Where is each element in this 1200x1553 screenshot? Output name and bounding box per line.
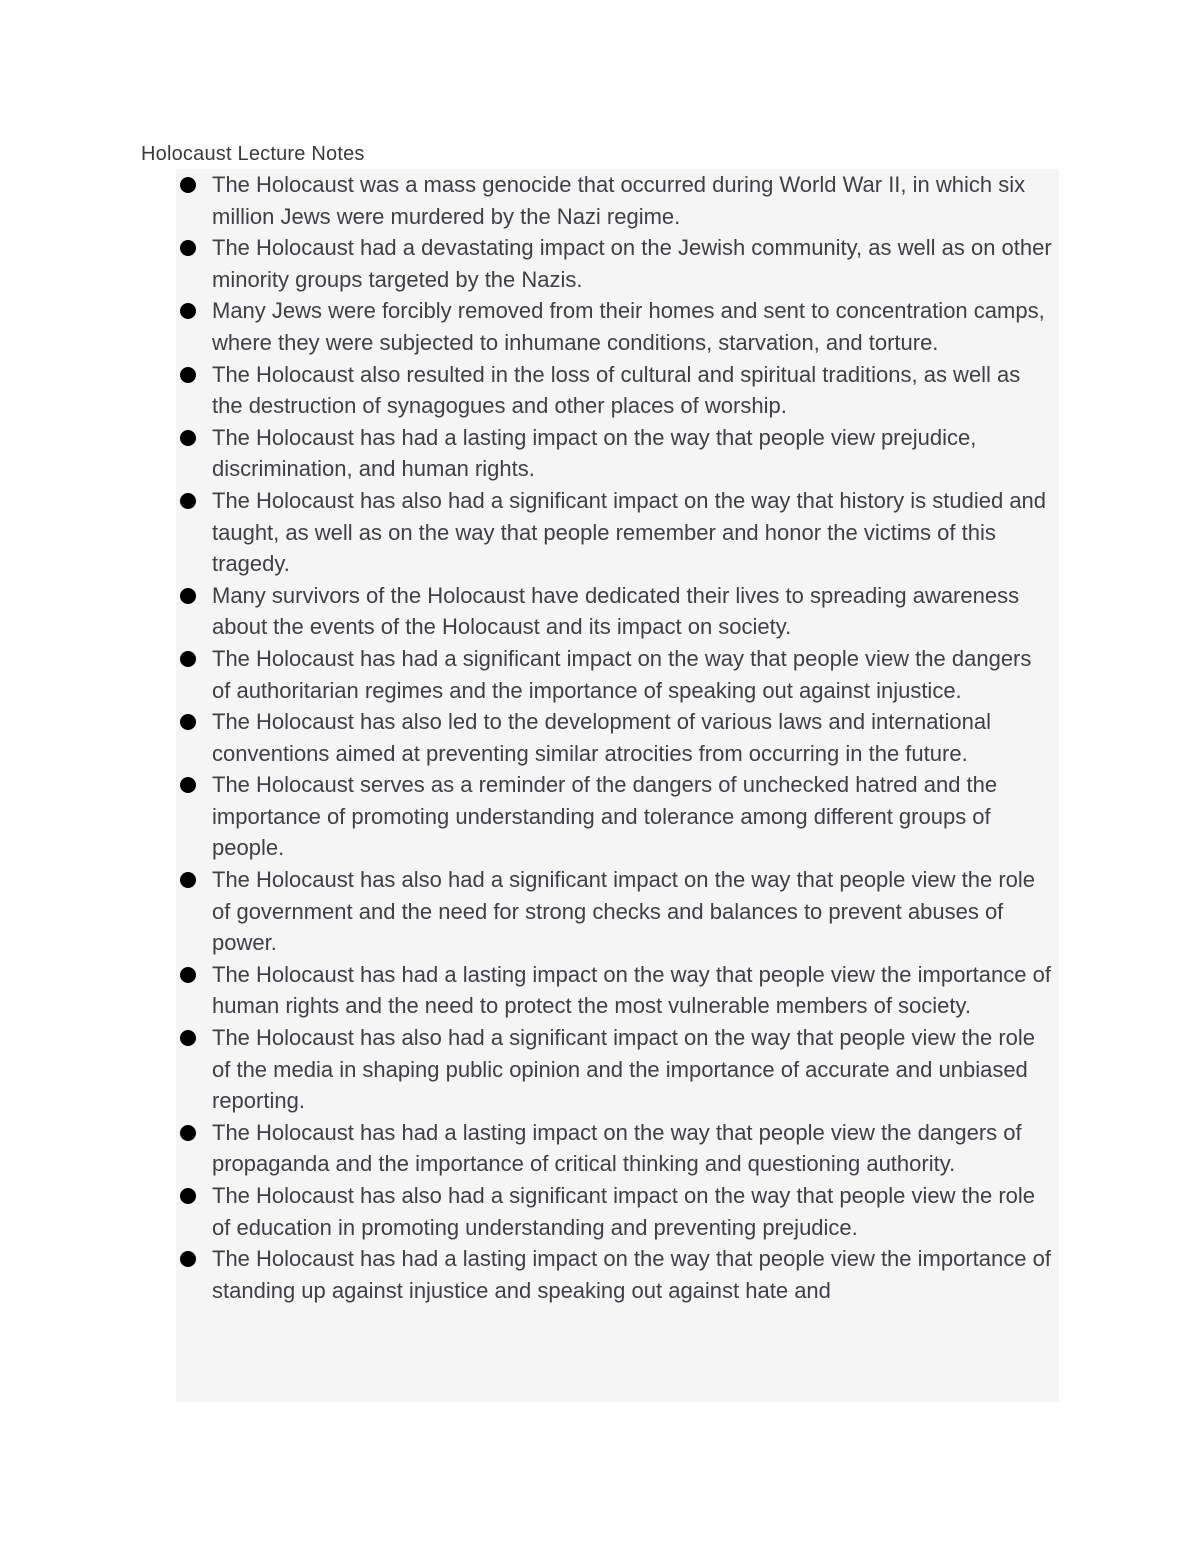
note-item xyxy=(176,864,1059,959)
bullet-icon xyxy=(180,177,196,193)
note-item xyxy=(176,1022,1059,1117)
bullet-icon xyxy=(180,872,196,888)
bullet-icon xyxy=(180,1125,196,1141)
note-item xyxy=(176,706,1059,769)
note-text: The Holocaust has also had a significant impact on the way that people view the role of the media in shaping public opinion and the importance of accurate and unbiased reporting. xyxy=(212,1025,1036,1114)
bullet-icon xyxy=(180,1030,196,1046)
bullet-icon xyxy=(180,1188,196,1204)
note-item xyxy=(176,580,1059,643)
note-item xyxy=(176,169,1059,232)
note-item xyxy=(176,769,1059,864)
note-item xyxy=(176,959,1059,1022)
note-text: Many Jews were forcibly removed from their homes and sent to concentration camps, where they were subjected to inhumane conditions, starvation, and torture. xyxy=(212,298,1045,355)
note-item xyxy=(176,232,1059,295)
note-item xyxy=(176,1180,1059,1243)
note-text: Many survivors of the Holocaust have dedicated their lives to spreading awareness about the events of the Holocaust and its impact on society. xyxy=(212,582,1020,640)
bullet-icon xyxy=(180,967,196,983)
document-title: Holocaust Lecture Notes xyxy=(141,143,365,165)
note-text: The Holocaust has had a lasting impact on the way that people view the importance of standing up against injustice and speaking out against hate and xyxy=(212,1246,1051,1303)
note-item xyxy=(176,295,1059,358)
note-text: The Holocaust has had a significant impact on the way that people view the dangers of authoritarian regimes and the importance of speaking out against injustice. xyxy=(212,645,1032,703)
note-text: The Holocaust was a mass genocide that occurred during World War II, in which six million Jews were murdered by the Nazi regime. xyxy=(212,172,1026,229)
note-text: The Holocaust has also led to the development of various laws and international conventions aimed at preventing similar atrocities from occurring in the future. xyxy=(212,709,992,766)
bullet-icon xyxy=(180,430,196,446)
bullet-icon xyxy=(180,367,196,383)
bullet-icon xyxy=(180,777,196,793)
note-item xyxy=(176,1243,1059,1306)
note-text: The Holocaust has also had a significant impact on the way that people view the role of government and the need for strong checks and balances to prevent abuses of power. xyxy=(212,867,1036,956)
bullet-icon xyxy=(180,240,196,256)
bullet-icon xyxy=(180,651,196,667)
note-text: The Holocaust has had a lasting impact on the way that people view prejudice, discrimination, and human rights. xyxy=(212,424,977,482)
note-text: The Holocaust has also had a significant impact on the way that history is studied and taught, as well as on the way that people remember and honor the victims of this tragedy. xyxy=(212,487,1047,577)
note-text: The Holocaust has also had a significant impact on the way that people view the role of education in promoting understanding and preventing prejudice. xyxy=(212,1183,1036,1240)
note-item xyxy=(176,422,1059,485)
note-text: The Holocaust has had a lasting impact on the way that people view the importance of human rights and the need to protect the most vulnerable members of society. xyxy=(212,961,1051,1019)
note-item xyxy=(176,485,1059,580)
bullet-icon xyxy=(180,1251,196,1267)
note-text: The Holocaust had a devastating impact on the Jewish community, as well as on other minority groups targeted by the Nazis. xyxy=(212,235,1052,292)
note-item xyxy=(176,1117,1059,1180)
note-text: The Holocaust has had a lasting impact on the way that people view the dangers of propaganda and the importance of critical thinking and questioning authority. xyxy=(212,1119,1022,1177)
bullet-icon xyxy=(180,303,196,319)
bullet-icon xyxy=(180,588,196,604)
note-text: The Holocaust serves as a reminder of the dangers of unchecked hatred and the importance of promoting understanding and tolerance among different groups of people. xyxy=(212,772,998,861)
note-item xyxy=(176,359,1059,422)
bullet-icon xyxy=(180,493,196,509)
bullet-icon xyxy=(180,714,196,730)
notes-list xyxy=(176,169,1059,1402)
note-item xyxy=(176,643,1059,706)
note-text: The Holocaust also resulted in the loss of cultural and spiritual traditions, as well as the destruction of synagogues and other places of worship. xyxy=(212,361,1021,419)
